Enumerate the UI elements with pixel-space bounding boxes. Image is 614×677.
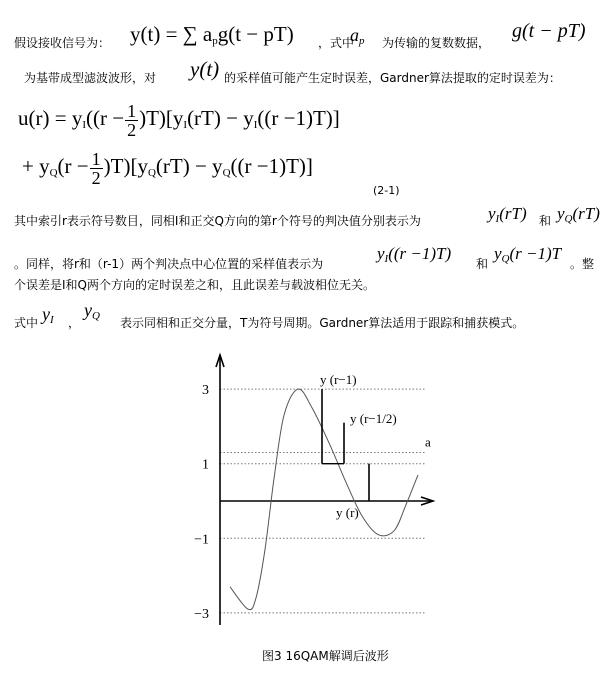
p3-text1: 其中索引r表示符号数目，同相I和正交Q方向的第r个符号的判决值分别表示为 [14,214,421,228]
p1-mid: ，式中 [318,36,355,50]
formula-yq: $y_Q$ [84,300,100,322]
p4-text2: 。整 [570,257,595,271]
reference-lines [220,389,431,613]
waveform-curve [230,389,418,610]
sample-label: y (r−1) [320,372,357,387]
formula-yi: $y_I$ [42,304,54,326]
formula-yi-mid: $y_I((r -1)T)$ [377,244,452,265]
p4-text1: 。同样，将r和（r-1）两个判决点中心位置的采样值表示为 [14,257,324,271]
formula-received-signal: y(t) = ∑ $a_pg(t - pT)$ [130,22,294,47]
p4-and: 和 [476,257,489,271]
y-tick-label: −1 [194,532,209,548]
p1-desc: 为传输的复数数据， [382,36,491,50]
axes [216,355,433,625]
x-axis-arrow [421,497,433,505]
figure-caption: 图3 16QAM解调后波形 [262,649,389,663]
y-tick-label: 1 [202,457,209,473]
p6-comma: ， [68,316,81,330]
formula-gt: g(t − pT) [512,20,586,42]
p6-prefix: 式中 [14,316,39,330]
y-tick-label: −3 [194,606,209,622]
p1-prefix: 假设接收信号为： [14,36,111,50]
formula-yi-rt: $y_I(rT)$ [488,204,527,225]
p3-and: 和 [539,214,552,228]
p2-text1: 为基带成型滤波波形，对 [24,71,157,85]
formula-yt: y(t) [190,57,220,81]
sample-label: y (r) [336,505,359,520]
equation-number: (2-1) [373,184,400,197]
p2-text2: 的采样值可能产生定时误差，Gardner算法提取的定时误差为： [224,71,561,85]
fraction-half: $\frac{1}{2}$ [127,100,137,140]
sample-label: y (r−1/2) [350,411,397,426]
fraction-half-2: $\frac{1}{2}$ [91,148,101,188]
formula-ap: $a_p$ [350,25,365,47]
equation-line2: + $y_Q(r$ − $\frac{1}{2}$ )$T)[y_Q(rT) - y_Q((r -1)T)]$ [22,148,313,188]
reference-line-label: a [425,434,431,450]
equation-line1: $u(r) = y_I((r$ − $\frac{1}{2}$ )$T)[y_I(rT) - y_I((r -1)T)]$ [18,100,340,140]
p5-text: 个误差是I和Q两个方向的定时误差之和，且此误差与载波相位无关。 [14,278,375,292]
y-tick-label: 3 [202,383,209,399]
formula-yq-rt: $y_Q(rT)$ [557,204,600,225]
formula-yq-mid: $y_Q(r -1)T$ [494,244,562,265]
p6-text: 表示同相和正交分量，T为符号周期。Gardner算法适用于跟踪和捕获模式。 [120,316,525,330]
y-axis-arrow [216,355,224,367]
sample-annotations [320,372,397,520]
y-tick-labels [194,383,209,622]
